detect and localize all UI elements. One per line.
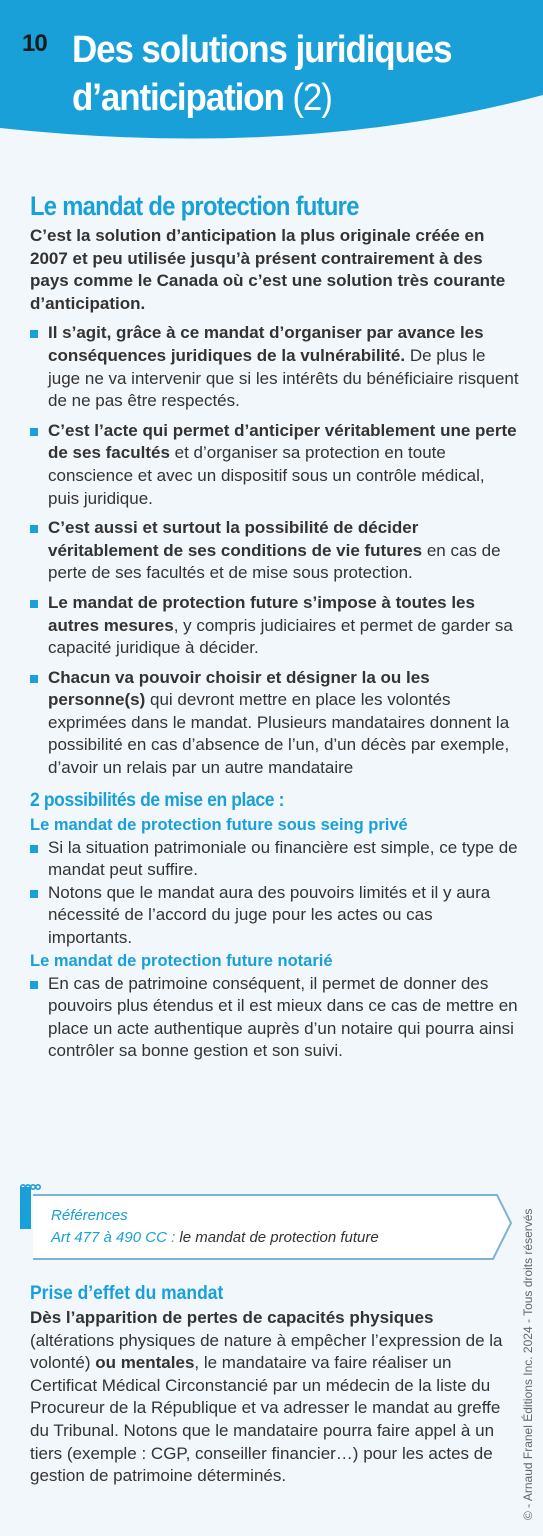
prise-heading: Prise d’effet du mandat: [30, 1283, 224, 1304]
section-heading: Le mandat de protection future: [30, 191, 359, 221]
subheading-notarie: Le mandat de protection future notarié: [30, 951, 333, 970]
bullet-text: , y compris judiciaires et permet de garder sa capacité juridique à décider.: [48, 615, 513, 658]
main-content: [30, 187, 520, 1063]
seing-prive-list: [30, 837, 520, 950]
bullet-bold: C’est aussi et surtout la possibilité de décider véritablement de ses conditions de vie futures: [48, 518, 423, 560]
intro-paragraph: C’est la solution d’anticipation la plus originale créée en 2007 et peu utilisée jusqu’à présent contrairement à des pays comme le Canada où c’est une solution très courante d’anticipation.: [30, 226, 506, 313]
prise-paragraph: [30, 1307, 520, 1488]
references-label: Références: [51, 1207, 128, 1224]
prise-bold-2: ou mentales: [95, 1353, 195, 1373]
main-bullet-list: [30, 322, 520, 779]
references-frame: [19, 1183, 515, 1271]
bullet-text: qui devront mettre en place les volontés exprimées dans le mandat. Plusieurs mandataires donnent la possibilité en cas d’absence de l’un, d’un décès par exemple, d’avoir un relais par un autre mandataire: [48, 690, 510, 778]
possibilities-heading: 2 possibilités de mise en place :: [30, 789, 285, 811]
prise-effet-section: [30, 1281, 520, 1488]
title-line-2: [72, 74, 495, 122]
prise-text-1: (altérations physiques de nature à empêcher l’expression de la volonté): [30, 1330, 503, 1373]
subheading-seing-prive: Le mandat de protection future sous seing privé: [30, 815, 408, 834]
chapter-number: 10: [22, 30, 47, 57]
list-item: Si la situation patrimoniale ou financière est simple, ce type de mandat peut suffire.: [30, 837, 520, 882]
page-header: [0, 0, 543, 150]
list-item: [30, 592, 520, 660]
bullet-bold: C’est l’acte qui permet d’anticiper véritablement une perte de ses facultés: [48, 420, 517, 463]
list-item: [30, 420, 520, 510]
list-item: [30, 322, 520, 412]
title-line-2-main: d’anticipation: [72, 77, 284, 119]
bullet-bold: Chacun va pouvoir choisir et désigner la ou les personne(s): [48, 667, 430, 710]
bullet-text: De plus le juge ne va intervenir que si les intérêts du bénéficiaire risquent de ne pas être respectés.: [48, 345, 519, 411]
references-text: le mandat de protection future: [175, 1229, 379, 1246]
bullet-text: en cas de perte de ses facultés et de mise sous protection.: [48, 540, 501, 583]
copyright-notice: © - Arnaud Franel Éditions Inc. 2024 - Tous droits réservés: [521, 1208, 535, 1520]
references-line: [51, 1229, 379, 1246]
notarie-list: [30, 973, 520, 1063]
references-article: Art 477 à 490 CC :: [51, 1229, 176, 1246]
bullet-text: et d’organiser sa protection en toute conscience et avec un dispositif sous un contrôle médical, puis juridique.: [48, 443, 485, 508]
list-item: [30, 667, 520, 780]
bullet-bold: Il s’agit, grâce à ce mandat d’organiser par avance les conséquences juridiques de la vulnérabilité.: [48, 323, 484, 365]
prise-text-2: , le mandataire va faire réaliser un Certificat Médical Circonstancié par un médecin de la liste du Procureur de la République et va adresser le mandat au greffe du Tribunal. Notons que le mandataire pourra faire appel à un tiers (exemple : CGP, conseiller financier…) pour les actes de gestion de patrimoine déterminés.: [30, 1353, 501, 1486]
list-item: En cas de patrimoine conséquent, il permet de donner des pouvoirs plus étendus et il est mieux dans ce cas de mettre en place un acte authentique auprès d’un notaire qui pourra ainsi contrôler sa bonne gestion et son suivi.: [30, 973, 520, 1063]
page-title: [72, 26, 495, 122]
title-paren: (2): [292, 77, 332, 119]
bullet-bold: Le mandat de protection future s’impose à toutes les autres mesures: [48, 592, 475, 635]
list-item: [30, 517, 520, 585]
references-box: [19, 1183, 515, 1271]
title-line-1: Des solutions juridiques: [72, 29, 452, 71]
prise-bold-1: Dès l’apparition de pertes de capacités physiques: [30, 1308, 434, 1327]
list-item: Notons que le mandat aura des pouvoirs limités et il y aura nécessité de l’accord du juge pour les actes ou cas importants.: [30, 882, 520, 950]
